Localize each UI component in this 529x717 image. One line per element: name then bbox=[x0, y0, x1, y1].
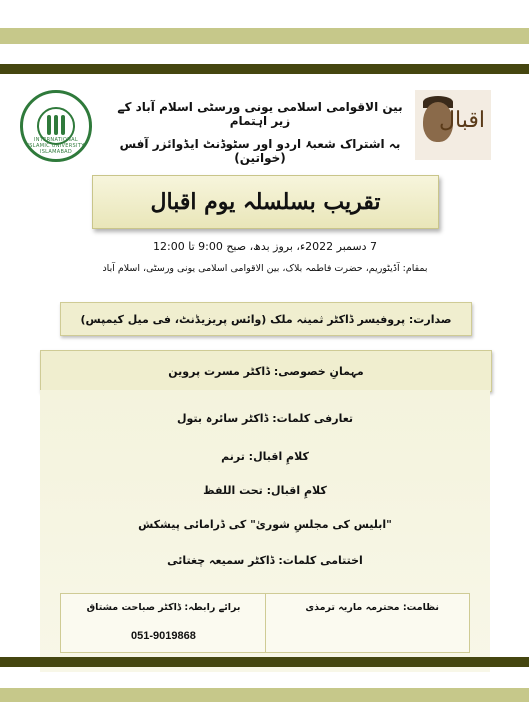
contact-label: برائے رابطہ: ڈاکٹر صباحت مشتاق bbox=[86, 602, 241, 613]
bottom-light-bar bbox=[0, 688, 529, 702]
chief-guest-text: مہمانِ خصوصی: ڈاکٹر مسرت پروین bbox=[168, 364, 364, 378]
contact-cell bbox=[61, 594, 265, 652]
iqbal-logo bbox=[415, 90, 491, 160]
program-item: اختتامی کلمات: ڈاکٹر سمیعہ چغتائی bbox=[167, 554, 363, 567]
chief-guest-panel bbox=[40, 350, 492, 392]
contact-phone: 051-9019868 bbox=[131, 630, 196, 642]
program-item: کلامِ اقبال: ترنم bbox=[221, 450, 309, 463]
program-item: تعارفی کلمات: ڈاکٹر سائرہ بتول bbox=[176, 412, 354, 425]
moderator-cell bbox=[265, 594, 470, 652]
presidency-text: صدارت: پروفیسر ڈاکٹر ثمینہ ملک (وائس پریزیڈنٹ، فی میل کیمپس) bbox=[80, 312, 452, 326]
program-item: "ابلیس کی مجلسِ شوریٰ" کی ڈرامائی پیشکش bbox=[138, 518, 392, 531]
venue: بمقام: آڈیٹوریم، حضرت فاطمہ بلاک، بین الاقوامی اسلامی یونی ورسٹی، اسلام آباد bbox=[102, 263, 428, 274]
header-line-1: بین الاقوامی اسلامی یونی ورسٹی اسلام آباد کے زیر اہتمام bbox=[117, 100, 403, 128]
date-time: 7 دسمبر 2022ء، بروز بدھ، صبح 9:00 تا 12:00 bbox=[153, 240, 377, 253]
university-logo bbox=[20, 90, 92, 162]
title-banner bbox=[92, 175, 439, 229]
iqbal-logo-text: اقبال bbox=[439, 108, 485, 133]
top-light-bar bbox=[0, 28, 529, 44]
presidency-panel bbox=[60, 302, 472, 336]
moderator-text: نظامت: محترمہ ماریہ ترمذی bbox=[305, 602, 439, 613]
header-line-2: بہ اشتراک شعبۂ اردو اور سٹوڈنٹ ایڈوائزر آفس (خواتین) bbox=[119, 137, 401, 165]
top-dark-bar bbox=[0, 64, 529, 74]
event-title: تقریب بسلسلہ یوم اقبال bbox=[150, 189, 381, 215]
program-item: کلامِ اقبال: تحت اللفظ bbox=[203, 484, 327, 497]
bottom-dark-bar bbox=[0, 657, 529, 667]
logo-ring-text: INTERNATIONAL ISLAMIC UNIVERSITY ISLAMABAD bbox=[27, 137, 85, 155]
footer-box bbox=[60, 593, 470, 653]
